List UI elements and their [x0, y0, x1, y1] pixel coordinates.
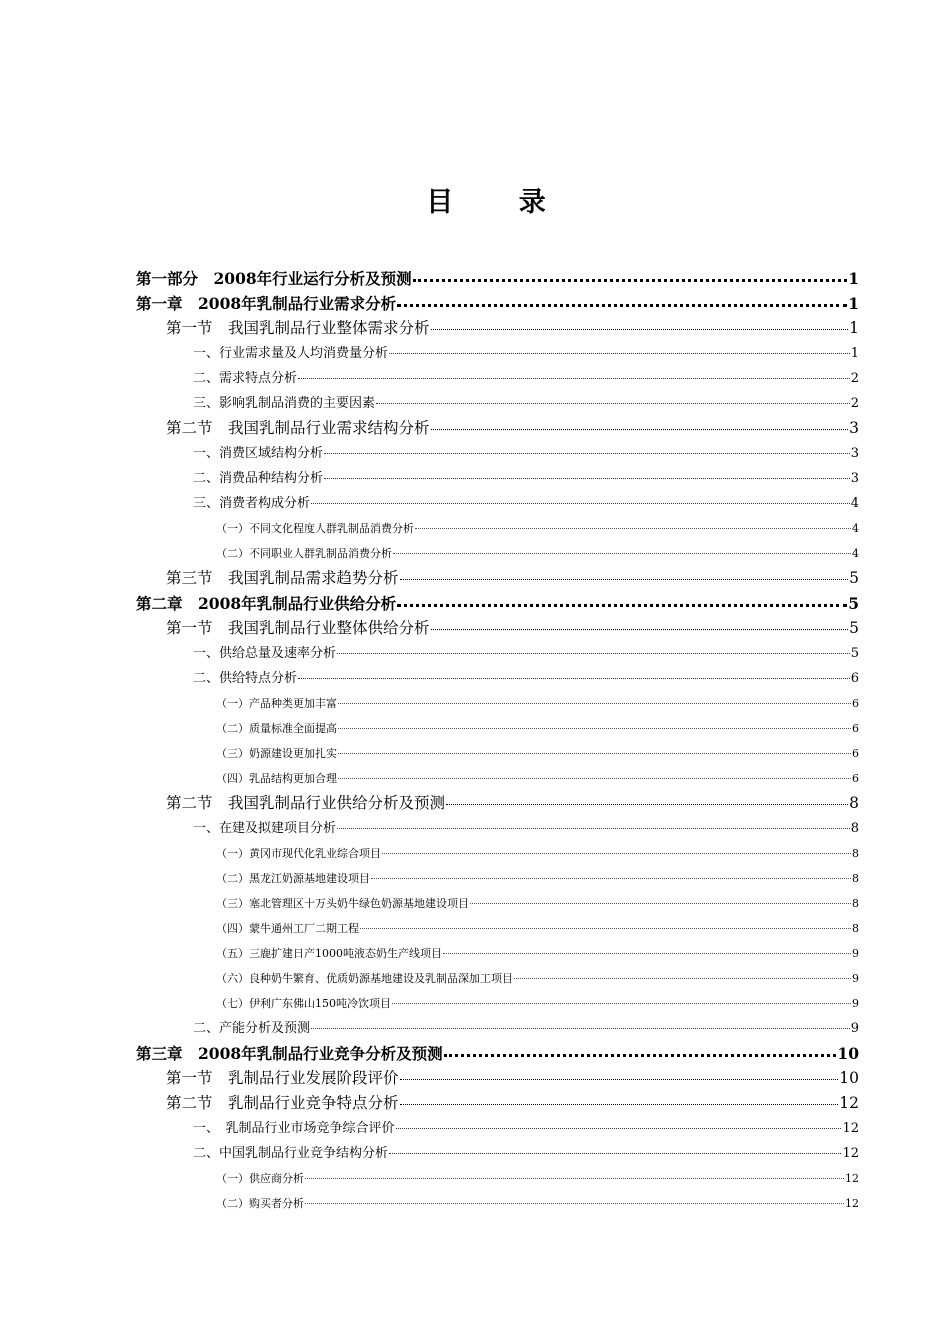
- toc-leader-dots: [298, 678, 850, 679]
- toc-entry[interactable]: [136, 691, 859, 716]
- toc-entry-text: 二、需求特点分析: [193, 371, 298, 386]
- toc-entry[interactable]: [136, 866, 859, 891]
- toc-entry[interactable]: [136, 1091, 859, 1116]
- toc-entry[interactable]: [136, 991, 859, 1016]
- toc-leader-dots: [305, 1203, 844, 1204]
- toc-page-number: 9: [852, 947, 859, 960]
- toc-entry-text: 第二节 我国乳制品行业需求结构分析: [166, 419, 430, 437]
- toc-entry[interactable]: [136, 541, 859, 566]
- toc-entry[interactable]: [136, 941, 859, 966]
- toc-page-number: 8: [849, 794, 859, 812]
- toc-page-number: 12: [839, 1094, 859, 1112]
- toc-entry-text: 一、供给总量及速率分析: [193, 646, 337, 661]
- toc-entry[interactable]: [136, 1166, 859, 1191]
- toc-page-number: 1: [849, 319, 859, 337]
- toc-entry-text: 一、在建及拟建项目分析: [193, 821, 337, 836]
- toc-page-number: 9: [850, 1021, 859, 1036]
- toc-entry[interactable]: [136, 641, 859, 666]
- toc-entry[interactable]: [136, 416, 859, 441]
- toc-page-number: 12: [842, 1146, 859, 1161]
- toc-leader-dots: [397, 304, 847, 307]
- toc-entry-text: （六）良种奶牛繁育、优质奶源基地建设及乳制品深加工项目: [216, 972, 513, 985]
- toc-entry-text: 第二节 我国乳制品行业供给分析及预测: [166, 794, 446, 812]
- toc-leader-dots: [337, 653, 850, 654]
- toc-leader-dots: [376, 403, 850, 404]
- toc-leader-dots: [324, 478, 850, 479]
- toc-page-number: 8: [852, 922, 859, 935]
- toc-leader-dots: [415, 528, 851, 529]
- toc-page-number: 4: [852, 547, 859, 560]
- toc-page-number: 8: [850, 821, 859, 836]
- toc-entry-text: 第一部分 2008年行业运行分析及预测: [136, 269, 412, 288]
- toc-page-number: 8: [852, 897, 859, 910]
- toc-entry-text: 第一节 我国乳制品行业整体需求分析: [166, 319, 430, 337]
- toc-entry[interactable]: [136, 741, 859, 766]
- toc-entry-text: 第二节 乳制品行业竞争特点分析: [166, 1094, 399, 1112]
- toc-page-number: 5: [849, 569, 859, 587]
- toc-leader-dots: [431, 629, 849, 630]
- toc-entry-text: （一）供应商分析: [216, 1172, 304, 1185]
- toc-entry-text: 一、 乳制品行业市场竞争综合评价: [193, 1121, 395, 1136]
- toc-entry[interactable]: [136, 516, 859, 541]
- toc-entry[interactable]: [136, 1066, 859, 1091]
- toc-entry[interactable]: [136, 791, 859, 816]
- toc-leader-dots: [392, 1003, 851, 1004]
- toc-entry-text: 第三章 2008年乳制品行业竞争分析及预测: [136, 1044, 443, 1063]
- toc-leader-dots: [382, 853, 851, 854]
- toc-entry[interactable]: [136, 1191, 859, 1216]
- toc-entry[interactable]: [136, 891, 859, 916]
- toc-entry-text: 第三节 我国乳制品需求趋势分析: [166, 569, 399, 587]
- toc-leader-dots: [446, 804, 848, 805]
- toc-page-number: 6: [852, 772, 859, 785]
- toc-page-number: 5: [849, 619, 859, 637]
- toc-page-number: 5: [850, 646, 859, 661]
- toc-entry[interactable]: [136, 766, 859, 791]
- toc-page-number: 10: [839, 1069, 859, 1087]
- toc-leader-dots: [337, 828, 850, 829]
- toc-entry-text: （二）质量标准全面提高: [216, 722, 337, 735]
- toc-entry-text: （四）乳品结构更加合理: [216, 772, 337, 785]
- toc-page-number: 12: [845, 1172, 859, 1185]
- toc-entry[interactable]: [136, 441, 859, 466]
- toc-entry-text: 第一节 我国乳制品行业整体供给分析: [166, 619, 430, 637]
- toc-entry[interactable]: [136, 666, 859, 691]
- toc-page-number: 8: [852, 847, 859, 860]
- toc-page-number: 6: [852, 697, 859, 710]
- toc-entry[interactable]: [136, 591, 859, 616]
- toc-page-number: 4: [852, 522, 859, 535]
- toc-entry[interactable]: [136, 716, 859, 741]
- toc-page-number: 4: [850, 496, 859, 511]
- toc-entry-text: （二）黑龙江奶源基地建设项目: [216, 872, 370, 885]
- toc-entry[interactable]: [136, 816, 859, 841]
- toc-entry[interactable]: [136, 491, 859, 516]
- toc-page-number: 10: [837, 1044, 859, 1063]
- toc-entry-text: （一）产品种类更加丰富: [216, 697, 337, 710]
- toc-entry-text: 三、消费者构成分析: [193, 496, 311, 511]
- toc-entry-text: 三、影响乳制品消费的主要因素: [193, 396, 376, 411]
- toc-leader-dots: [311, 503, 850, 504]
- toc-leader-dots: [338, 753, 851, 754]
- toc-page-number: 1: [848, 294, 859, 313]
- toc-entry[interactable]: [136, 916, 859, 941]
- toc-entry[interactable]: [136, 966, 859, 991]
- toc-leader-dots: [400, 579, 849, 580]
- toc-page-number: 9: [852, 972, 859, 985]
- toc-leader-dots: [324, 453, 850, 454]
- toc-entry-text: （五）三鹿扩建日产1000吨液态奶生产线项目: [216, 947, 442, 960]
- toc-leader-dots: [400, 1079, 839, 1080]
- toc-entry-text: （二）不同职业人群乳制品消费分析: [216, 547, 392, 560]
- toc-entry[interactable]: [136, 366, 859, 391]
- toc-entry[interactable]: [136, 291, 859, 316]
- toc-leader-dots: [389, 1153, 841, 1154]
- toc-leader-dots: [311, 1028, 850, 1029]
- toc-entry[interactable]: [136, 266, 859, 291]
- toc-entry[interactable]: [136, 1141, 859, 1166]
- toc-page-number: 3: [850, 446, 859, 461]
- toc-leader-dots: [514, 978, 851, 979]
- toc-leader-dots: [305, 1178, 844, 1179]
- toc-entry[interactable]: [136, 341, 859, 366]
- toc-leader-dots: [396, 1128, 842, 1129]
- toc-entry[interactable]: [136, 1116, 859, 1141]
- toc-page-number: 12: [845, 1197, 859, 1210]
- toc-entry[interactable]: [136, 1041, 859, 1066]
- toc-leader-dots: [298, 378, 850, 379]
- toc-entry[interactable]: [136, 316, 859, 341]
- toc-entry[interactable]: [136, 841, 859, 866]
- toc-leader-dots: [338, 728, 851, 729]
- toc-leader-dots: [338, 703, 851, 704]
- toc-page-number: 1: [848, 269, 859, 288]
- table-of-contents: [136, 266, 859, 1216]
- toc-leader-dots: [393, 553, 851, 554]
- toc-entry[interactable]: [136, 616, 859, 641]
- toc-entry-text: 第一章 2008年乳制品行业需求分析: [136, 294, 397, 313]
- toc-entry-text: 二、供给特点分析: [193, 671, 298, 686]
- toc-leader-dots: [360, 928, 851, 929]
- toc-entry-text: （一）黄冈市现代化乳业综合项目: [216, 847, 381, 860]
- toc-leader-dots: [389, 353, 850, 354]
- toc-entry-text: 二、中国乳制品行业竞争结构分析: [193, 1146, 389, 1161]
- toc-entry-text: 二、消费品种结构分析: [193, 471, 324, 486]
- toc-entry-text: 二、产能分析及预测: [193, 1021, 311, 1036]
- toc-page-number: 6: [852, 747, 859, 760]
- toc-page-number: 1: [850, 346, 859, 361]
- toc-page-number: 2: [850, 396, 859, 411]
- toc-leader-dots: [338, 778, 851, 779]
- toc-page-number: 3: [849, 419, 859, 437]
- toc-entry[interactable]: [136, 466, 859, 491]
- toc-leader-dots: [444, 1054, 837, 1057]
- toc-entry-text: 第一节 乳制品行业发展阶段评价: [166, 1069, 399, 1087]
- toc-leader-dots: [413, 279, 848, 282]
- toc-leader-dots: [400, 1104, 839, 1105]
- toc-page-number: 5: [848, 594, 859, 613]
- toc-entry-text: （一）不同文化程度人群乳制品消费分析: [216, 522, 414, 535]
- toc-page-number: 6: [852, 722, 859, 735]
- toc-entry[interactable]: [136, 566, 859, 591]
- toc-page-number: 12: [842, 1121, 859, 1136]
- toc-page-number: 9: [852, 997, 859, 1010]
- toc-leader-dots: [470, 903, 851, 904]
- toc-page-number: 2: [850, 371, 859, 386]
- page-title: 目 录: [426, 187, 574, 218]
- toc-leader-dots: [397, 604, 847, 607]
- toc-entry-text: 一、消费区域结构分析: [193, 446, 324, 461]
- toc-entry[interactable]: [136, 1016, 859, 1041]
- toc-page-number: 3: [850, 471, 859, 486]
- toc-entry-text: （四）蒙牛通州工厂二期工程: [216, 922, 359, 935]
- toc-leader-dots: [443, 953, 851, 954]
- toc-page-number: 8: [852, 872, 859, 885]
- toc-entry[interactable]: [136, 391, 859, 416]
- toc-entry-text: （二）购买者分析: [216, 1197, 304, 1210]
- toc-entry-text: （七）伊利广东佛山150吨冷饮项目: [216, 997, 391, 1010]
- toc-page-number: 6: [850, 671, 859, 686]
- toc-leader-dots: [431, 429, 849, 430]
- toc-entry-text: （三）奶源建设更加扎实: [216, 747, 337, 760]
- toc-leader-dots: [431, 329, 849, 330]
- toc-entry-text: 一、行业需求量及人均消费量分析: [193, 346, 389, 361]
- toc-entry-text: 第二章 2008年乳制品行业供给分析: [136, 594, 397, 613]
- toc-leader-dots: [371, 878, 851, 879]
- toc-entry-text: （三）塞北管理区十万头奶牛绿色奶源基地建设项目: [216, 897, 469, 910]
